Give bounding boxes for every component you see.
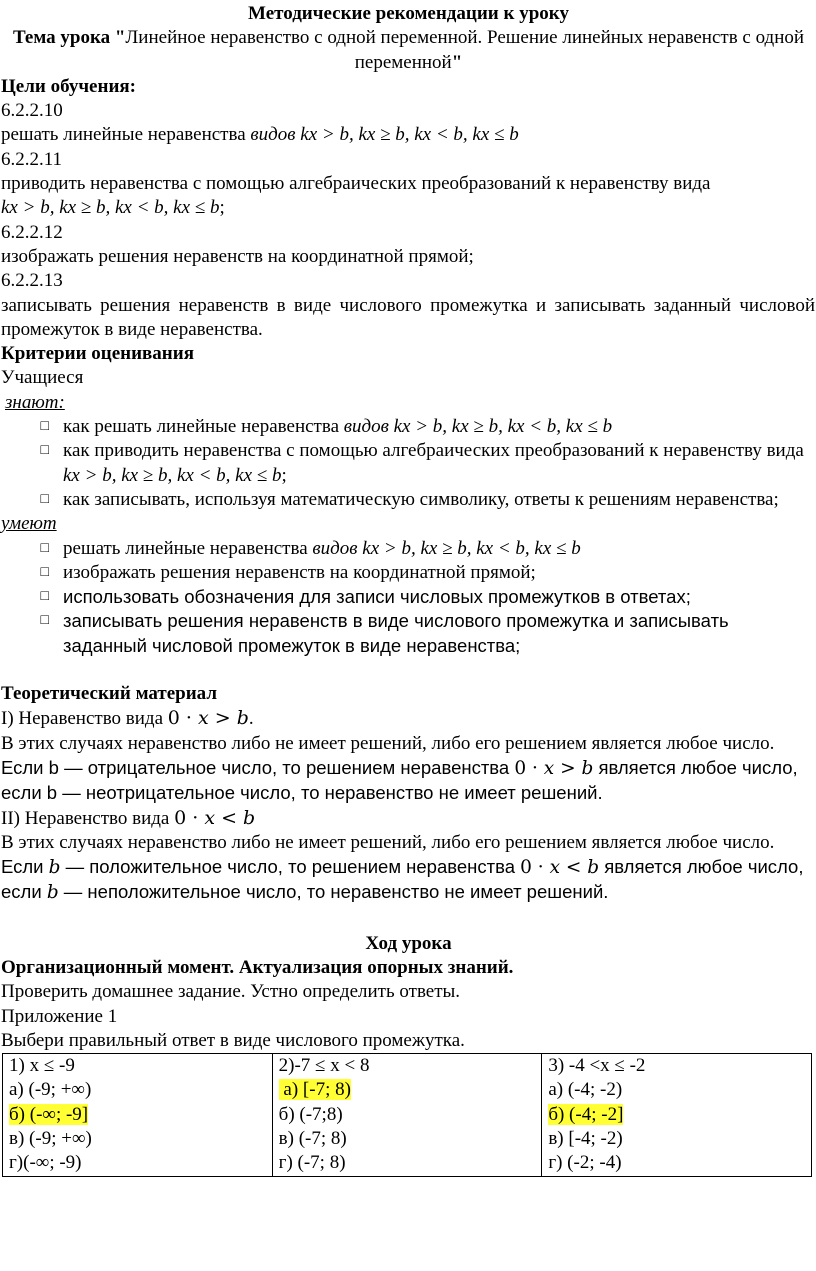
answer-option xyxy=(279,1054,542,1078)
math-formula: x < b xyxy=(204,806,256,829)
theory-text: — положительное число, то решением неравенства xyxy=(60,856,521,878)
theory-part1-text: В этих случаях неравенство либо не имеет решений, либо его решением является любое число. xyxy=(1,732,775,754)
answer-option xyxy=(279,1078,542,1102)
answer-table xyxy=(2,1053,812,1176)
list-item xyxy=(1,585,816,609)
theory-part2-condition xyxy=(1,880,816,905)
answer-text: в) (-9; +∞) xyxy=(9,1128,92,1150)
know-label-line xyxy=(1,391,816,415)
goal-text-plain: решать линейные неравенства xyxy=(1,124,251,146)
theory-part1-condition: если b — неотрицательное число, то неравенство не имеет решений. xyxy=(1,782,603,804)
lesson-line: Приложение 1 xyxy=(1,1005,118,1027)
list-item-punct: ; xyxy=(281,464,287,486)
theory-text: Если xyxy=(1,856,49,878)
table-row xyxy=(3,1054,812,1176)
goal-text-formula: видов kx > b, kx ≥ b, kx < b, kx ≤ b xyxy=(250,124,519,146)
list-item xyxy=(1,439,816,488)
goals-heading: Цели обучения: xyxy=(1,75,136,97)
list-item-text: изображать решения неравенств на координатной прямой; xyxy=(63,561,536,583)
answer-text: г) (-2; -4) xyxy=(548,1152,622,1174)
answer-option xyxy=(9,1103,272,1127)
checkbox-bullet-icon: □ xyxy=(40,443,49,459)
table-cell-question-3 xyxy=(542,1054,812,1176)
theory-punct: . xyxy=(248,708,254,730)
answer-text-highlighted: а) [-7; 8) xyxy=(278,1079,351,1101)
list-item-text: решать линейные неравенства xyxy=(63,537,313,559)
list-item xyxy=(1,609,816,658)
know-label: знают: xyxy=(5,391,65,413)
goal-code: 6.2.2.10 xyxy=(1,100,63,122)
answer-option xyxy=(9,1054,272,1078)
answer-text: г) (-7; 8) xyxy=(278,1152,346,1174)
checkbox-bullet-icon: □ xyxy=(40,589,49,605)
answer-option xyxy=(279,1127,542,1151)
answer-option xyxy=(9,1151,272,1175)
list-item-text: записывать решения неравенств в виде числового промежутка и записывать заданный числовой промежуток в виде неравенства; xyxy=(63,610,729,656)
answer-text: 1) x ≤ -9 xyxy=(9,1055,75,1077)
math-formula: x < b xyxy=(549,857,600,879)
goal-text-punct: ; xyxy=(219,197,225,219)
answer-option xyxy=(9,1078,272,1102)
topic-close-quote: " xyxy=(451,51,463,73)
goal-text-formula-line xyxy=(1,196,816,220)
theory-text: является любое число, xyxy=(599,856,804,878)
list-item-formula: видов kx > b, kx ≥ b, kx < b, kx ≤ b xyxy=(312,537,581,559)
table-cell-question-1 xyxy=(3,1054,273,1176)
math-number: 0 · xyxy=(514,757,544,779)
math-variable: b xyxy=(46,882,59,904)
theory-text: если xyxy=(1,881,47,903)
lesson-line: Проверить домашнее задание. Устно определить ответы. xyxy=(1,981,461,1003)
answer-option xyxy=(548,1127,811,1151)
can-label: умеют xyxy=(1,513,57,535)
checkbox-bullet-icon: □ xyxy=(40,419,49,435)
answer-text: г)(-∞; -9) xyxy=(9,1152,82,1174)
goal-text: приводить неравенства с помощью алгебраических преобразований к неравенству вида xyxy=(1,173,711,195)
math-formula: x > b xyxy=(543,757,594,779)
lesson-topic xyxy=(1,26,816,75)
answer-option xyxy=(548,1103,811,1127)
answer-option xyxy=(548,1078,811,1102)
theory-part1-title xyxy=(1,706,816,731)
topic-label: Тема урока " xyxy=(12,27,126,49)
lesson-line: Выбери правильный ответ в виде числового промежутка. xyxy=(1,1029,465,1051)
answer-text: в) [-4; -2) xyxy=(548,1128,623,1150)
answer-option xyxy=(548,1054,811,1078)
list-item xyxy=(1,561,816,585)
document-title: Методические рекомендации к уроку xyxy=(248,3,569,24)
answer-text: в) (-7; 8) xyxy=(278,1128,347,1150)
list-item-text: как записывать, используя математическую символику, ответы к решениям неравенства; xyxy=(63,488,779,510)
list-item-text: как приводить неравенства с помощью алгебраических преобразований к неравенству вида xyxy=(63,440,804,462)
math-formula: x > b xyxy=(198,707,249,730)
theory-text: — неположительное число, то неравенство не имеет решений. xyxy=(58,881,609,903)
theory-heading: Теоретический материал xyxy=(1,683,217,705)
theory-part2-title xyxy=(1,806,816,831)
answer-option xyxy=(548,1151,811,1175)
answer-text: 3) -4 <x ≤ -2 xyxy=(548,1055,646,1077)
list-item-formula: видов kx > b, kx ≥ b, kx < b, kx ≤ b xyxy=(343,416,613,438)
answer-text: а) (-9; +∞) xyxy=(9,1079,92,1101)
checkbox-bullet-icon: □ xyxy=(40,491,49,507)
goal-code: 6.2.2.11 xyxy=(1,148,63,170)
answer-text: б) (-7;8) xyxy=(278,1103,343,1125)
criteria-students: Учащиеся xyxy=(1,367,84,389)
math-number: 0 · xyxy=(520,857,550,879)
topic-text: Линейное неравенство с одной переменной. Решение линейных неравенств с одной переменной xyxy=(125,27,805,73)
math-number: 0 · xyxy=(167,707,198,730)
list-item-formula: kx > b, kx ≥ b, kx < b, kx ≤ b xyxy=(63,464,282,486)
answer-option xyxy=(9,1127,272,1151)
table-cell-question-2 xyxy=(272,1054,542,1176)
list-item-text: как решать линейные неравенства xyxy=(63,416,344,438)
list-item xyxy=(1,415,816,439)
answer-text-highlighted: б) (-4; -2] xyxy=(548,1103,624,1125)
list-item xyxy=(1,537,816,561)
theory-part2-text: В этих случаях неравенство либо не имеет решений, либо его решением является любое число. xyxy=(1,831,775,853)
answer-option xyxy=(279,1151,542,1175)
theory-text: является любое число, xyxy=(593,756,798,778)
goal-text: записывать решения неравенств в виде числового промежутка и записывать заданный числовой промежуток в виде неравенства. xyxy=(1,294,815,340)
goal-text-formula: kx > b, kx ≥ b, kx < b, kx ≤ b xyxy=(1,197,220,219)
goal-text: изображать решения неравенств на координатной прямой; xyxy=(1,245,474,267)
lesson-stage: Организационный момент. Актуализация опорных знаний. xyxy=(1,956,514,978)
theory-text: I) Неравенство вида xyxy=(1,708,168,730)
goal-text xyxy=(1,123,816,147)
criteria-heading: Критерии оценивания xyxy=(1,343,194,365)
theory-text: II) Неравенство вида xyxy=(1,807,175,829)
answer-option xyxy=(279,1103,542,1127)
can-label-line xyxy=(1,512,816,536)
list-item xyxy=(1,488,816,512)
theory-part1-condition xyxy=(1,756,816,781)
answer-text-highlighted: б) (-∞; -9] xyxy=(9,1103,89,1125)
checkbox-bullet-icon: □ xyxy=(40,564,49,580)
checkbox-bullet-icon: □ xyxy=(40,540,49,556)
theory-part2-condition xyxy=(1,855,816,880)
answer-text: а) (-4; -2) xyxy=(548,1079,623,1101)
goal-code: 6.2.2.12 xyxy=(1,221,63,243)
theory-text: Если b — отрицательное число, то решением неравенства xyxy=(1,756,515,778)
answer-text: 2)-7 ≤ x < 8 xyxy=(278,1055,370,1077)
goal-code: 6.2.2.13 xyxy=(1,270,63,292)
checkbox-bullet-icon: □ xyxy=(40,613,49,629)
math-number: 0 · xyxy=(174,806,205,829)
lesson-heading: Ход урока xyxy=(365,932,452,954)
list-item-text: использовать обозначения для записи числовых промежутков в ответах; xyxy=(63,586,691,608)
math-variable: b xyxy=(48,857,61,879)
